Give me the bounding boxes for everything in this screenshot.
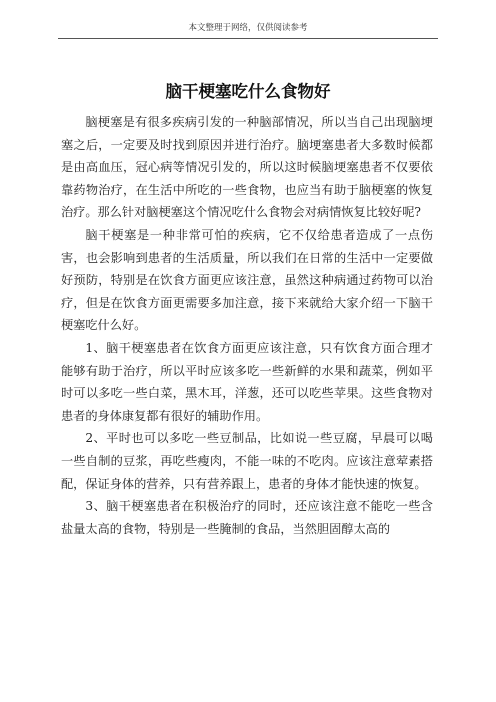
header-divider xyxy=(58,38,438,39)
paragraph-point-3: 3、脑干梗塞患者在积极治疗的同时，还应该注意不能吃一些含盐量太高的食物，特别是一些腌制的食品，当然胆固醇太高的 xyxy=(61,499,433,536)
paragraph-point-2: 2、平时也可以多吃一些豆制品，比如说一些豆腐，早晨可以喝一些自制的豆浆，再吃些瘦肉，不能一味的不吃肉。应该注意荤素搭配，保证身体的营养，只有营养跟上，患者的身体才能快速的恢复。 xyxy=(61,431,433,491)
header-note: 本文整理于网络，仅供阅读参考 xyxy=(188,23,308,33)
paragraph-overview: 脑干梗塞是一种非常可怕的疾病，它不仅给患者造成了一点伤害，也会影响到患者的生活质量，所以我们在日常的生活中一定要做好预防，特别是在饮食方面更应该注意，虽然这种病通过药物可以治疗，但是在饮食方面更需要多加注意，接下来就给大家介绍一下脑干梗塞吃什么好。 xyxy=(61,227,433,333)
paragraph-intro: 脑梗塞是有很多疾病引发的一种脑部情况，所以当自己出现脑埂塞之后，一定要及时找到原因并进行治疗。脑埂塞患者大多数时候都是由高血压，冠心病等情况引发的，所以这时候脑埂塞患者不仅要依靠药物治疗，在生活中所吃的一些食物，也应当有助于脑梗塞的恢复治疗。那么针对脑梗塞这个情况吃什么食物会对病情恢复比较好呢? xyxy=(61,115,433,220)
document-body xyxy=(61,111,433,540)
document-title: 脑干梗塞吃什么食物好 xyxy=(165,82,331,101)
paragraph-point-1: 1、脑干梗塞患者在饮食方面更应该注意，只有饮食方面合理才能够有助于治疗，所以平时应该多吃一些新鲜的水果和蔬菜，例如平时可以多吃一些白菜，黑木耳，洋葱，还可以吃些苹果。这些食物对患者的身体康复都有很好的辅助作用。 xyxy=(61,340,433,423)
